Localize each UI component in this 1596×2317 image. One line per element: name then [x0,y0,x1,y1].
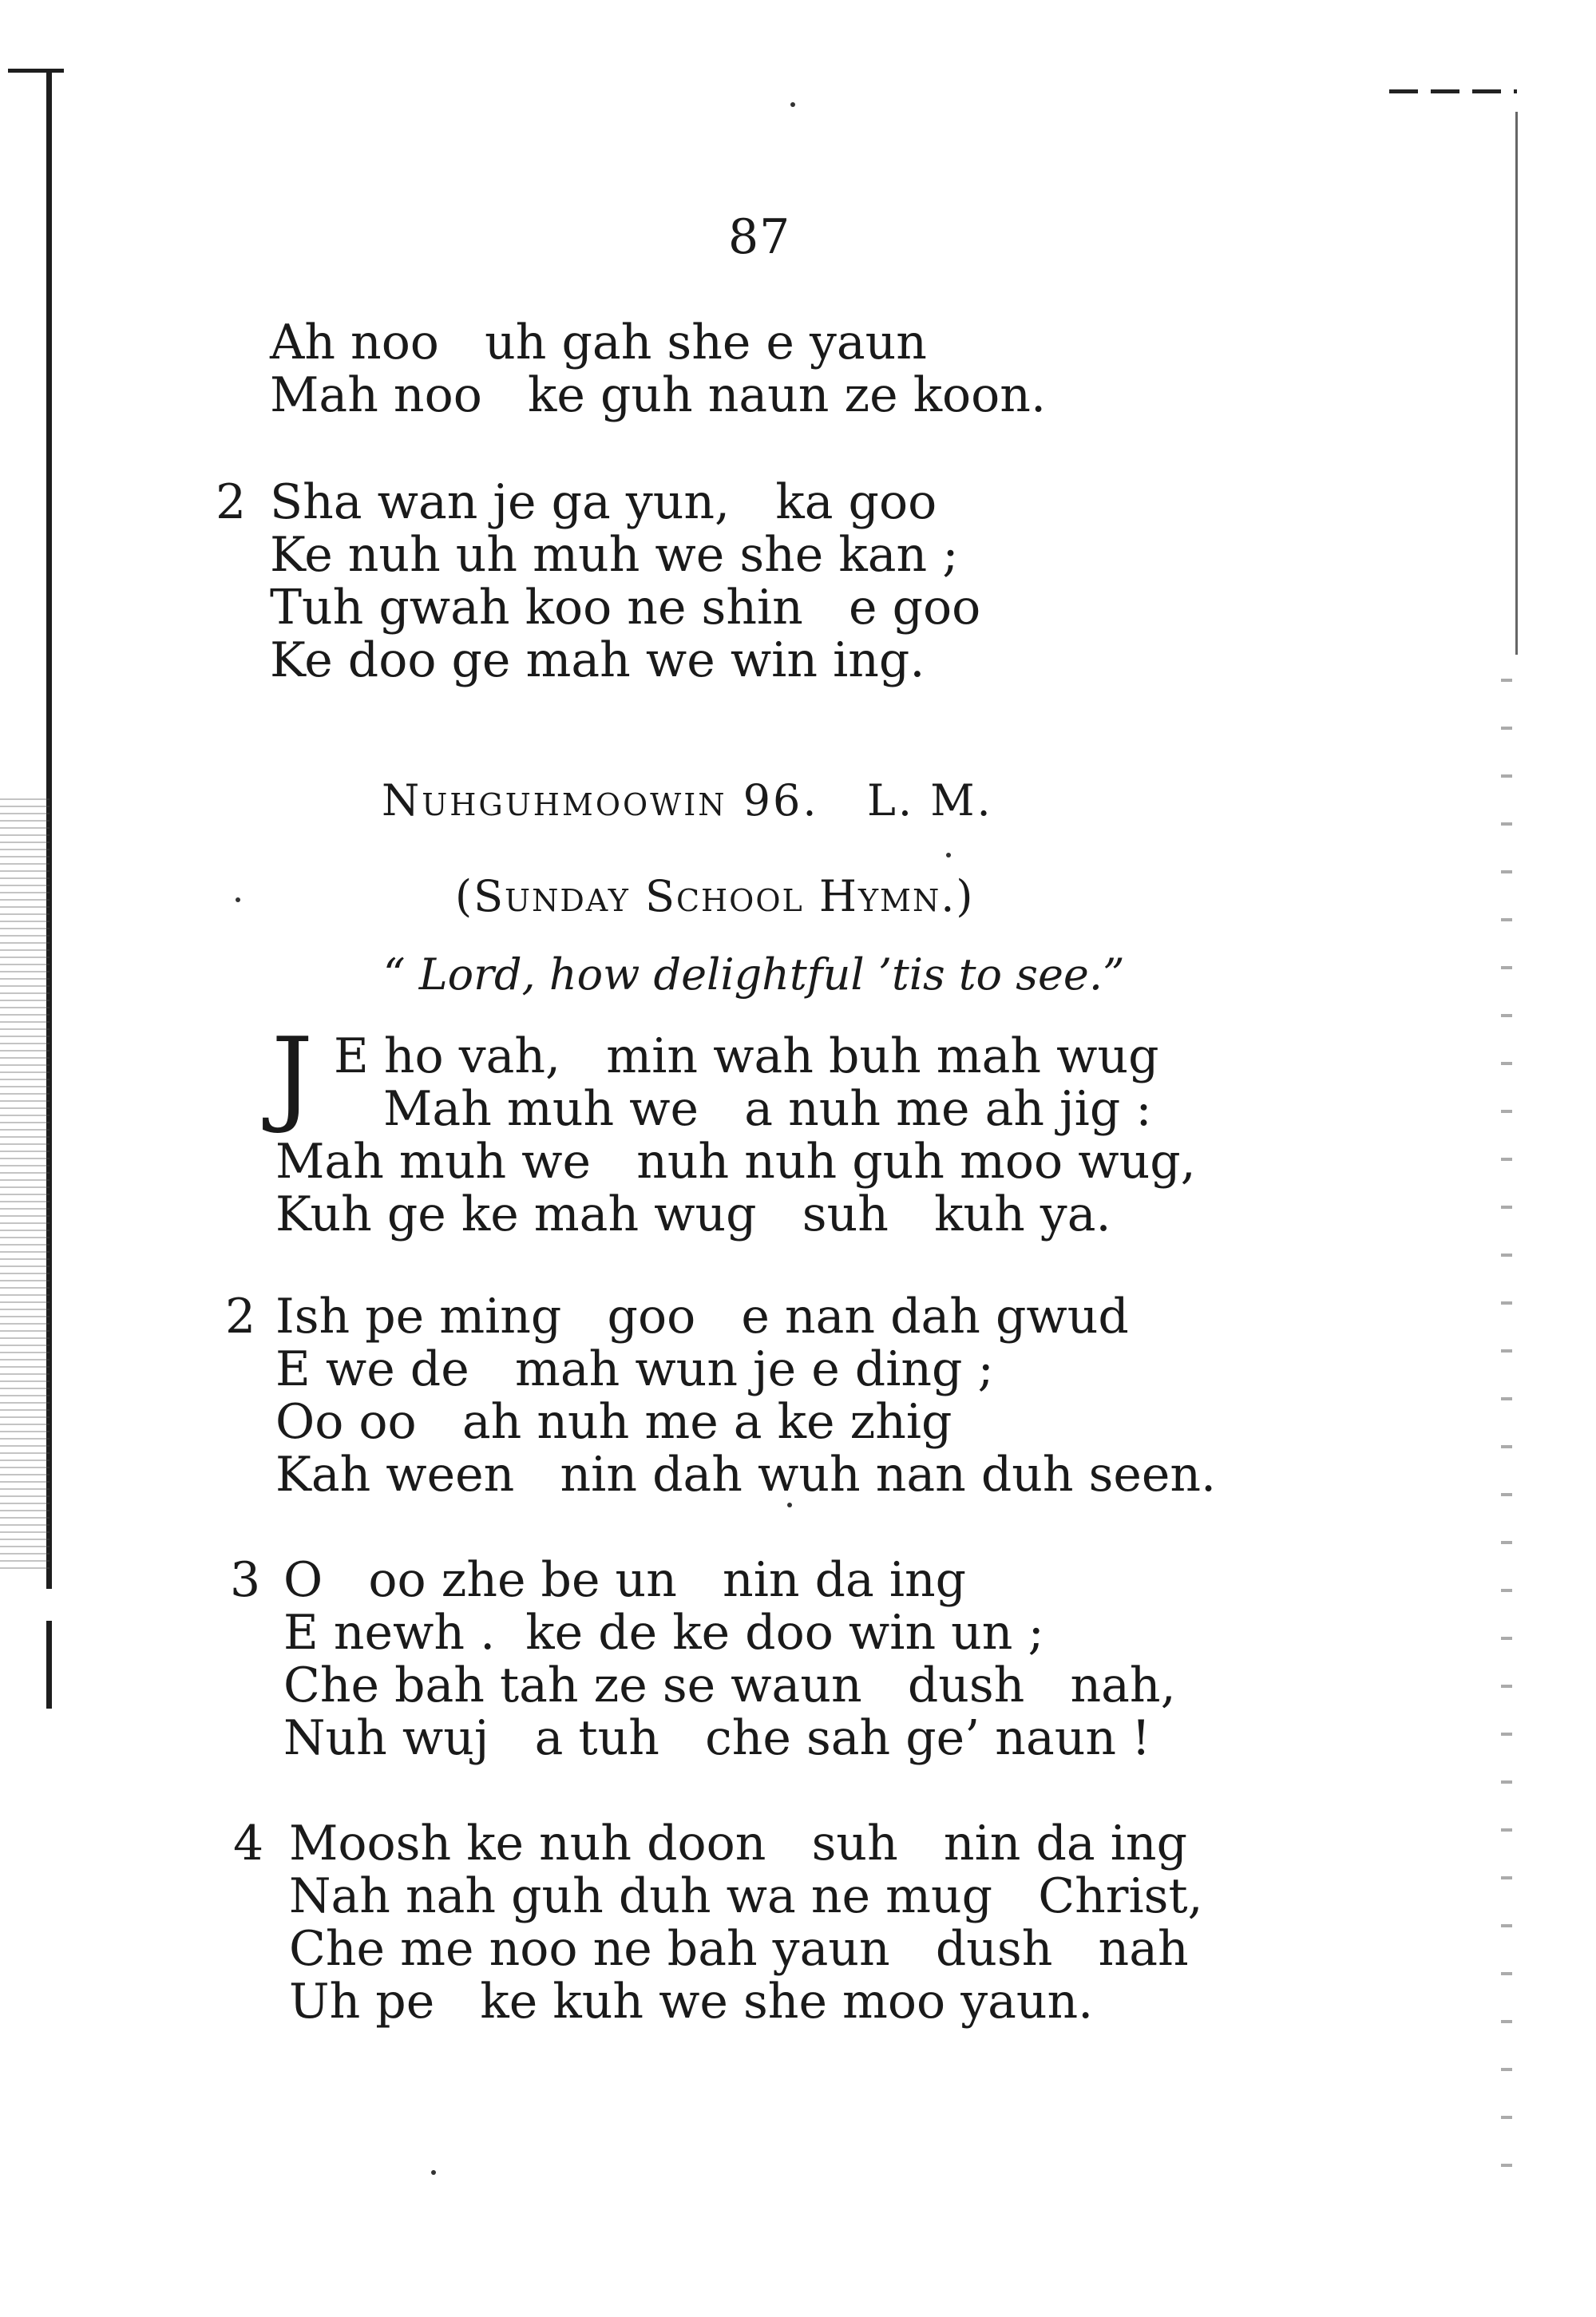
verse-line: Sha wan je ga yun, ka goo [270,474,937,530]
verse-line: Mah muh we nuh nuh guh moo wug, [275,1134,1196,1190]
verse-line: Ke doo ge mah we win ing. [270,632,925,688]
right-corner-dashes [1389,89,1517,93]
binding-gutter [0,798,50,1573]
verse-number: 2 [225,1289,256,1345]
verse-line: Che bah tah ze se waun dush nah, [283,1658,1176,1713]
verse-line: Ke nuh uh muh we she kan ; [270,527,959,583]
verse-line: Ah noo uh gah she e yaun [270,315,927,370]
verse-line: Oo oo ah nuh me a ke zhig [275,1394,952,1450]
verse-line: Ish pe ming goo e nan dah gwud [275,1289,1129,1345]
verse-line: Tuh gwah koo ne shin e goo [270,580,981,636]
verse-line: Mah muh we a nuh me ah jig : [383,1081,1152,1137]
verse-line: Nuh wuj a tuh che sah ge’ naun ! [283,1710,1151,1766]
verse-line: Kah ween nin dah wuh nan duh seen. [275,1447,1217,1503]
verse-line: Che me noo ne bah yaun dush nah [289,1921,1189,1977]
ink-speck [787,1503,792,1507]
verse-line: Uh pe ke kuh we she moo yaun. [289,1974,1094,2030]
verse-number: 2 [216,474,247,530]
verse-line: Mah noo ke guh naun ze koon. [270,367,1047,423]
verse-line: O oo zhe be un nin da ing [283,1552,967,1608]
ink-speck [236,897,240,902]
hymn-subtitle: (Sunday School Hymn.) [455,871,975,921]
verse-line: Moosh ke nuh doon suh nin da ing [289,1816,1187,1871]
right-margin-rule [1515,112,1518,655]
ink-speck [790,102,795,107]
drop-cap: J [271,1015,314,1136]
verse-number: 4 [233,1816,264,1871]
right-margin-speckles [1501,679,1512,2196]
ink-speck [431,2170,436,2175]
left-margin-rule-top [8,69,64,73]
verse-line: E ho vah, min wah buh mah wug [334,1028,1159,1084]
left-margin-rule-lower [46,1621,52,1709]
ink-speck [946,853,951,857]
hymn-first-line-reference: “ Lord, how delightful ’tis to see.” [383,949,1125,1000]
verse-line: E we de mah wun je e ding ; [275,1341,994,1397]
verse-line: Kuh ge ke mah wug suh kuh ya. [275,1186,1111,1242]
page-number: 87 [728,209,791,265]
hymn-title: Nuhguhmoowin 96. L. M. [382,775,993,826]
verse-line: E newh . ke de ke doo win un ; [283,1605,1044,1661]
verse-number: 3 [230,1552,261,1608]
verse-line: Nah nah guh duh wa ne mug Christ, [289,1868,1203,1924]
